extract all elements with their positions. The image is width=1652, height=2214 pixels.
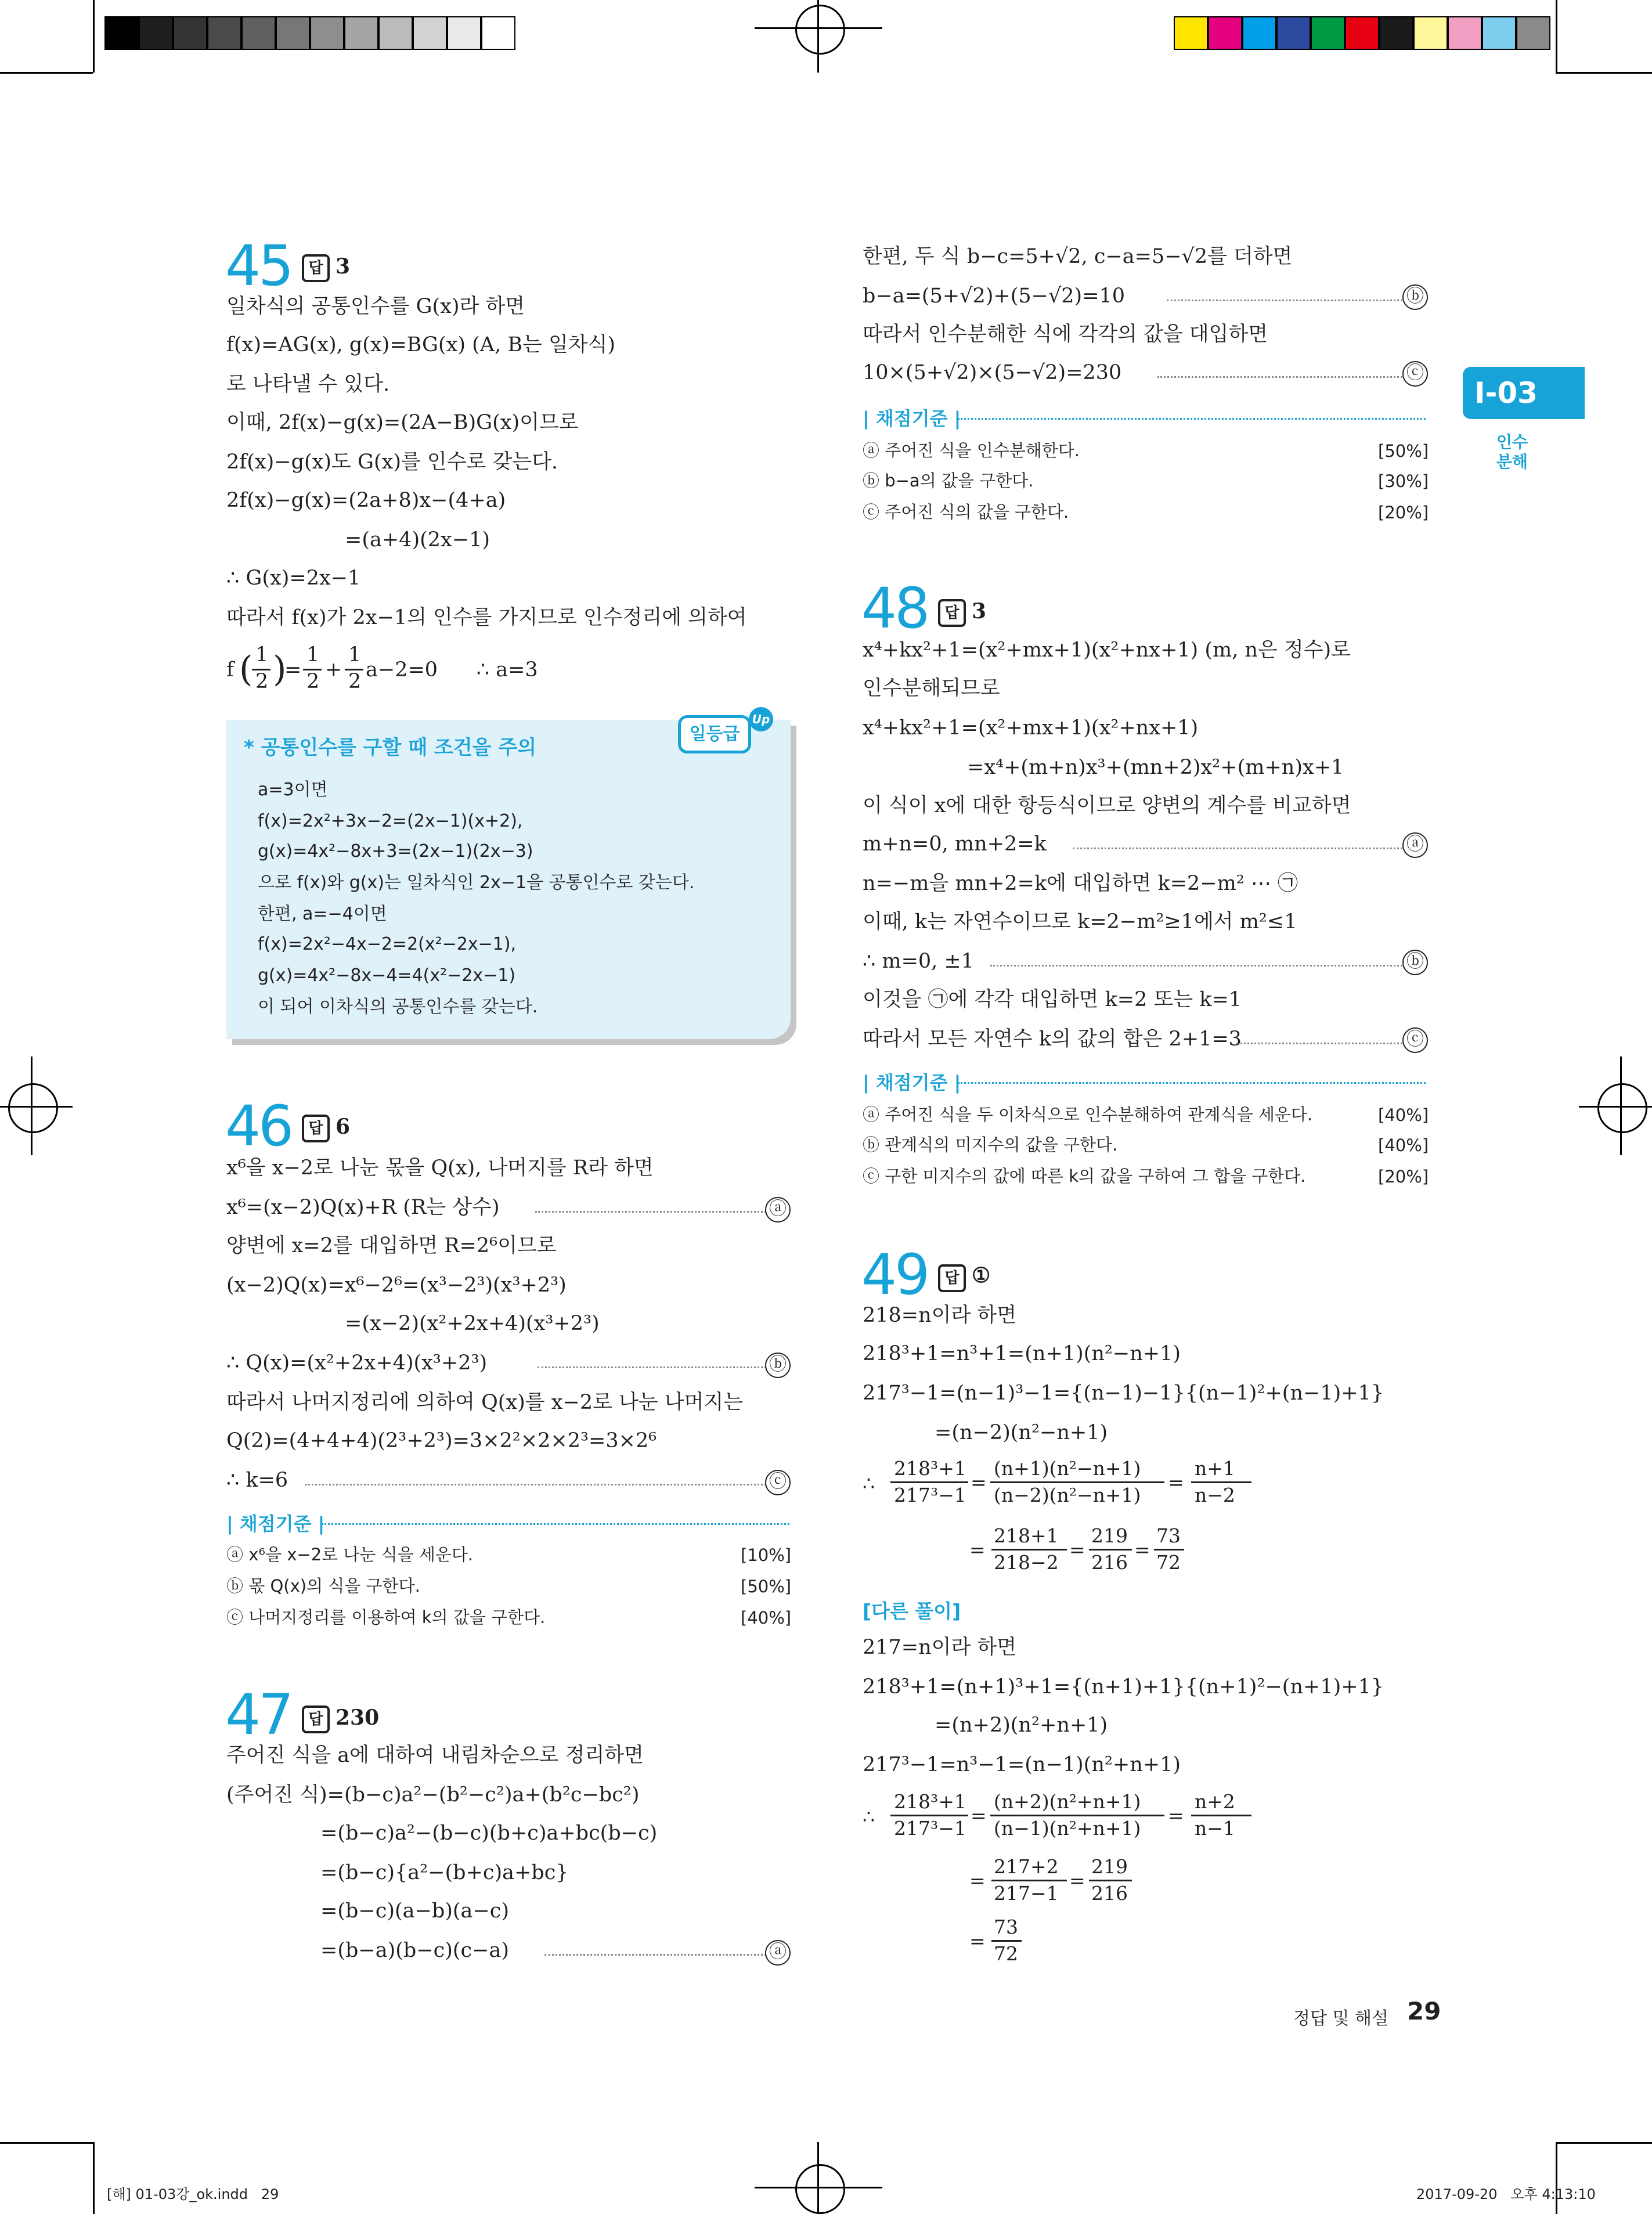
solution-line: (x−2)Q(x)=x⁶−2⁶=(x³−2³)(x³+2³) [226,1274,567,1297]
leader-dots [544,1954,766,1956]
crop-mark [1556,0,1557,73]
solution-line: 이 식이 x에 대한 항등식이므로 양변의 계수를 비교하면 [863,794,1351,817]
footer-label: 정답 및 해설 [1293,2009,1388,2029]
criteria-divider [958,418,1426,420]
leader-dots [538,1366,766,1368]
criteria-title: | 채점기준 | [863,1072,961,1094]
solution-line: m+n=0, mn+2=k [863,832,1047,856]
solution-line: 217=n이라 하면 [863,1636,1017,1659]
print-timestamp: 2017-09-20 오후 4:13:10 [1416,2186,1596,2202]
registration-mark-icon [817,2142,819,2214]
criteria-percent: [50%] [1378,441,1429,461]
criteria-item: ⓑ 관계식의 미지수의 값을 구한다. [863,1135,1118,1155]
color-swatch [1413,16,1448,50]
criteria-item: ⓒ 주어진 식의 값을 구한다. [863,502,1069,522]
solution-line: x⁶=(x−2)Q(x)+R (R는 상수) [226,1196,500,1219]
color-swatch [1379,16,1413,50]
solution-line: 218³+1=n³+1=(n+1)(n²−n+1) [863,1342,1181,1365]
solution-line: =x⁴+(m+n)x³+(mn+2)x²+(m+n)x+1 [967,756,1344,779]
criteria-item: ⓒ 구한 미지수의 값에 따른 k의 값을 구하여 그 합을 구한다. [863,1166,1306,1186]
solution-line: 따라서 모든 자연수 k의 값의 합은 2+1=3 [863,1027,1242,1051]
tip-line: f(x)=2x²−4x−2=2(x²−2x−1), [258,934,517,954]
mark-c-icon: ⓒ [1402,361,1428,387]
answer-icon: 답 [938,1264,966,1292]
gray-swatch [173,16,207,50]
solution-line: =(b−c){a²−(b+c)a+bc} [320,1861,569,1884]
chapter-topic-1: 인수 [1496,432,1528,452]
registration-mark-icon [31,1056,33,1155]
color-swatch [1174,16,1208,50]
color-swatch [1345,16,1379,50]
question-number: 49 [861,1242,928,1307]
solution-line: 따라서 인수분해한 식에 각각의 값을 대입하면 [863,323,1268,346]
fraction-equation: ∴ 218³+1 217³−1 = (n+2)(n²+n+1) (n−1)(n²+n+1) = n+2 n−1 [863,1790,1269,1848]
color-swatch [1516,16,1550,50]
registration-mark-icon [0,1106,73,1108]
criteria-item: ⓑ 몫 Q(x)의 식을 구한다. [226,1576,420,1596]
solution-line: 따라서 f(x)가 2x−1의 인수를 가지므로 인수정리에 의하여 [226,606,747,629]
gray-swatch [139,16,173,50]
tip-line: a=3이면 [258,780,328,800]
crop-mark [93,0,95,73]
question-number: 48 [861,576,928,641]
gray-swatch [481,16,515,50]
color-swatch [1276,16,1311,50]
answer-icon: 답 [302,1115,330,1142]
criteria-percent: [40%] [741,1608,792,1628]
leader-dots [1073,848,1402,849]
criteria-item: ⓒ 나머지정리를 이용하여 k의 값을 구한다. [226,1607,546,1627]
question-number: 45 [225,233,292,298]
solution-line: 따라서 나머지정리에 의하여 Q(x)를 x−2로 나눈 나머지는 [226,1391,744,1414]
chapter-label: I-03 [1474,376,1538,410]
solution-line: =(a+4)(2x−1) [345,528,490,551]
tip-title: * 공통인수를 구할 때 조건을 주의 [244,736,536,759]
crop-mark [1556,2142,1652,2144]
solution-line: 로 나타낼 수 있다. [226,373,390,396]
answer-value: 6 [336,1115,351,1139]
registration-mark-icon [795,2164,845,2214]
criteria-item: ⓑ b−a의 값을 구한다. [863,471,1034,491]
registration-mark-icon [1579,1106,1652,1108]
color-swatch [1448,16,1482,50]
solution-line: 일차식의 공통인수를 G(x)라 하면 [226,295,525,318]
solution-line: Q(2)=(4+4+4)(2³+2³)=3×2²×2×2³=3×2⁶ [226,1429,657,1452]
chapter-tab [1463,367,1585,419]
solution-line: =(n−2)(n²−n+1) [935,1421,1108,1444]
leader-dots [1236,1043,1402,1044]
answer-value: 3 [972,599,987,623]
solution-line: x⁴+kx²+1=(x²+mx+1)(x²+nx+1) [863,716,1199,740]
criteria-percent: [30%] [1378,471,1429,491]
solution-line: =(b−c)(a−b)(a−c) [320,1899,509,1923]
mark-b-icon: ⓑ [1402,950,1428,975]
gray-swatch [413,16,447,50]
fraction-equation: ∴ 218³+1 217³−1 = (n+1)(n²−n+1) (n−2)(n²−n+1) = n+1 n−2 [863,1457,1269,1515]
answer-icon: 답 [302,254,330,282]
solution-line: =(n+2)(n²+n+1) [935,1714,1108,1737]
tip-badge-up: Up [749,707,773,731]
registration-mark-icon [1620,1056,1622,1155]
mark-b-icon: ⓑ [1402,284,1428,310]
criteria-item: ⓐ 주어진 식을 인수분해한다. [863,441,1080,460]
fraction-equation: = 217+2 217−1 = 219 216 [969,1855,1144,1913]
leader-dots [1157,376,1402,378]
criteria-percent: [10%] [741,1545,792,1565]
gray-swatch [241,16,276,50]
mark-c-icon: ⓒ [1402,1027,1428,1053]
crop-mark [93,2142,95,2214]
answer-value: 3 [336,254,351,279]
solution-line: 이것을 ㉠에 각각 대입하면 k=2 또는 k=1 [863,988,1242,1011]
criteria-percent: [20%] [1378,503,1429,522]
solution-line: 이때, 2f(x)−g(x)=(2A−B)G(x)이므로 [226,411,579,434]
solution-line: ∴ Q(x)=(x²+2x+4)(x³+2³) [226,1351,488,1375]
answer-icon: 답 [938,599,966,627]
registration-mark-icon [817,0,819,73]
criteria-percent: [40%] [1378,1135,1429,1155]
solution-line: 10×(5+√2)×(5−√2)=230 [863,361,1122,384]
solution-line: (주어진 식)=(b−c)a²−(b²−c²)a+(b²c−bc²) [226,1783,640,1806]
criteria-percent: [20%] [1378,1167,1429,1187]
solution-line: f(x)=AG(x), g(x)=BG(x) (A, B는 일차식) [226,333,616,356]
answer-value: 230 [336,1705,380,1730]
solution-line: 217³−1=(n−1)³−1={(n−1)−1}{(n−1)²+(n−1)+1} [863,1382,1384,1405]
solution-line: 한편, 두 식 b−c=5+√2, c−a=5−√2를 더하면 [863,245,1293,268]
criteria-percent: [50%] [741,1577,792,1596]
tip-line: g(x)=4x²−8x+3=(2x−1)(2x−3) [258,841,533,861]
answer-icon: 답 [302,1705,330,1733]
criteria-divider [322,1523,789,1525]
color-swatch [1242,16,1276,50]
solution-line: 217³−1=n³−1=(n−1)(n²+n+1) [863,1753,1181,1776]
tip-line: g(x)=4x²−8x−4=4(x²−2x−1) [258,965,516,986]
solution-line: =(b−c)a²−(b−c)(b+c)a+bc(b−c) [320,1822,658,1845]
solution-line: =(b−a)(b−c)(c−a) [320,1939,509,1962]
color-swatch [1208,16,1242,50]
criteria-title: | 채점기준 | [863,408,961,430]
criteria-item: ⓐ x⁶을 x−2로 나눈 식을 세운다. [226,1545,474,1564]
fraction-equation: = 218+1 218−2 = 219 216 = 73 72 [969,1524,1202,1582]
gray-swatch [104,16,139,50]
solution-line: 주어진 식을 a에 대하여 내림차순으로 정리하면 [226,1744,644,1767]
tip-badge: 일등급 [678,715,751,753]
solution-line: 218³+1=(n+1)³+1={(n+1)+1}{(n+1)²−(n+1)+1} [863,1675,1384,1699]
criteria-divider [958,1082,1426,1084]
crop-mark [1556,72,1652,74]
leader-dots [535,1211,766,1213]
crop-mark [0,2142,93,2144]
mark-a-icon: ⓐ [765,1940,791,1966]
leader-dots [305,1484,766,1485]
gray-swatch [207,16,241,50]
registration-mark-icon [8,1083,58,1133]
leader-dots [1167,300,1402,301]
tip-line: 한편, a=−4이면 [258,904,387,924]
solution-line: b−a=(5+√2)+(5−√2)=10 [863,284,1126,308]
solution-line: 2f(x)−g(x)=(2a+8)x−(4+a) [226,489,506,512]
alt-solution-title: [다른 풀이] [863,1600,961,1622]
leader-dots [990,965,1402,967]
answer-value: ① [972,1263,991,1288]
file-slug: [해] 01-03강_ok.indd 29 [107,2186,279,2202]
mark-b-icon: ⓑ [765,1353,791,1378]
crop-mark [0,72,93,74]
question-number: 46 [225,1094,292,1159]
gray-swatch [310,16,344,50]
tip-line: f(x)=2x²+3x−2=(2x−1)(x+2), [258,811,523,831]
solution-line: ∴ G(x)=2x−1 [226,567,361,590]
solution-line: ∴ k=6 [226,1469,288,1492]
mark-a-icon: ⓐ [765,1197,791,1223]
color-swatch [1482,16,1516,50]
tip-line: 으로 f(x)와 g(x)는 일차식인 2x−1을 공통인수로 갖는다. [258,872,695,893]
mark-a-icon: ⓐ [1402,832,1428,858]
registration-mark-icon [795,5,845,55]
crop-mark [1556,2142,1557,2214]
chapter-topic-2: 분해 [1496,452,1528,471]
gray-swatch [447,16,481,50]
criteria-percent: [40%] [1378,1105,1429,1125]
gray-swatch [276,16,310,50]
question-number: 47 [225,1682,292,1747]
solution-line: 2f(x)−g(x)도 G(x)를 인수로 갖는다. [226,450,558,474]
solution-line: =(x−2)(x²+2x+4)(x³+2³) [345,1312,600,1335]
solution-line: 인수분해되므로 [863,677,1000,700]
criteria-item: ⓐ 주어진 식을 두 이차식으로 인수분해하여 관계식을 세운다. [863,1105,1313,1124]
solution-line: n=−m을 mn+2=k에 대입하면 k=2−m² ⋯ ㉠ [863,872,1298,895]
solution-line: 218=n이라 하면 [863,1304,1017,1327]
color-swatch [1311,16,1345,50]
tip-line: 이 되어 이차식의 공통인수를 갖는다. [258,997,538,1017]
gray-swatch [378,16,413,50]
solution-line: x⁴+kx²+1=(x²+mx+1)(x²+nx+1) (m, n은 정수)로 [863,639,1351,662]
registration-mark-icon [1597,1083,1647,1133]
solution-line: 이때, k는 자연수이므로 k=2−m²≥1에서 m²≤1 [863,910,1297,933]
gray-swatch [344,16,378,50]
fraction-equation: = 73 72 [969,1916,1039,1974]
criteria-title: | 채점기준 | [226,1513,325,1535]
page-number: 29 [1407,1997,1441,2025]
solution-line: ∴ m=0, ±1 [863,950,975,973]
solution-line: x⁶을 x−2로 나눈 몫을 Q(x), 나머지를 R라 하면 [226,1156,654,1180]
mark-c-icon: ⓒ [765,1470,791,1495]
solution-line: 양변에 x=2를 대입하면 R=2⁶이므로 [226,1234,557,1257]
